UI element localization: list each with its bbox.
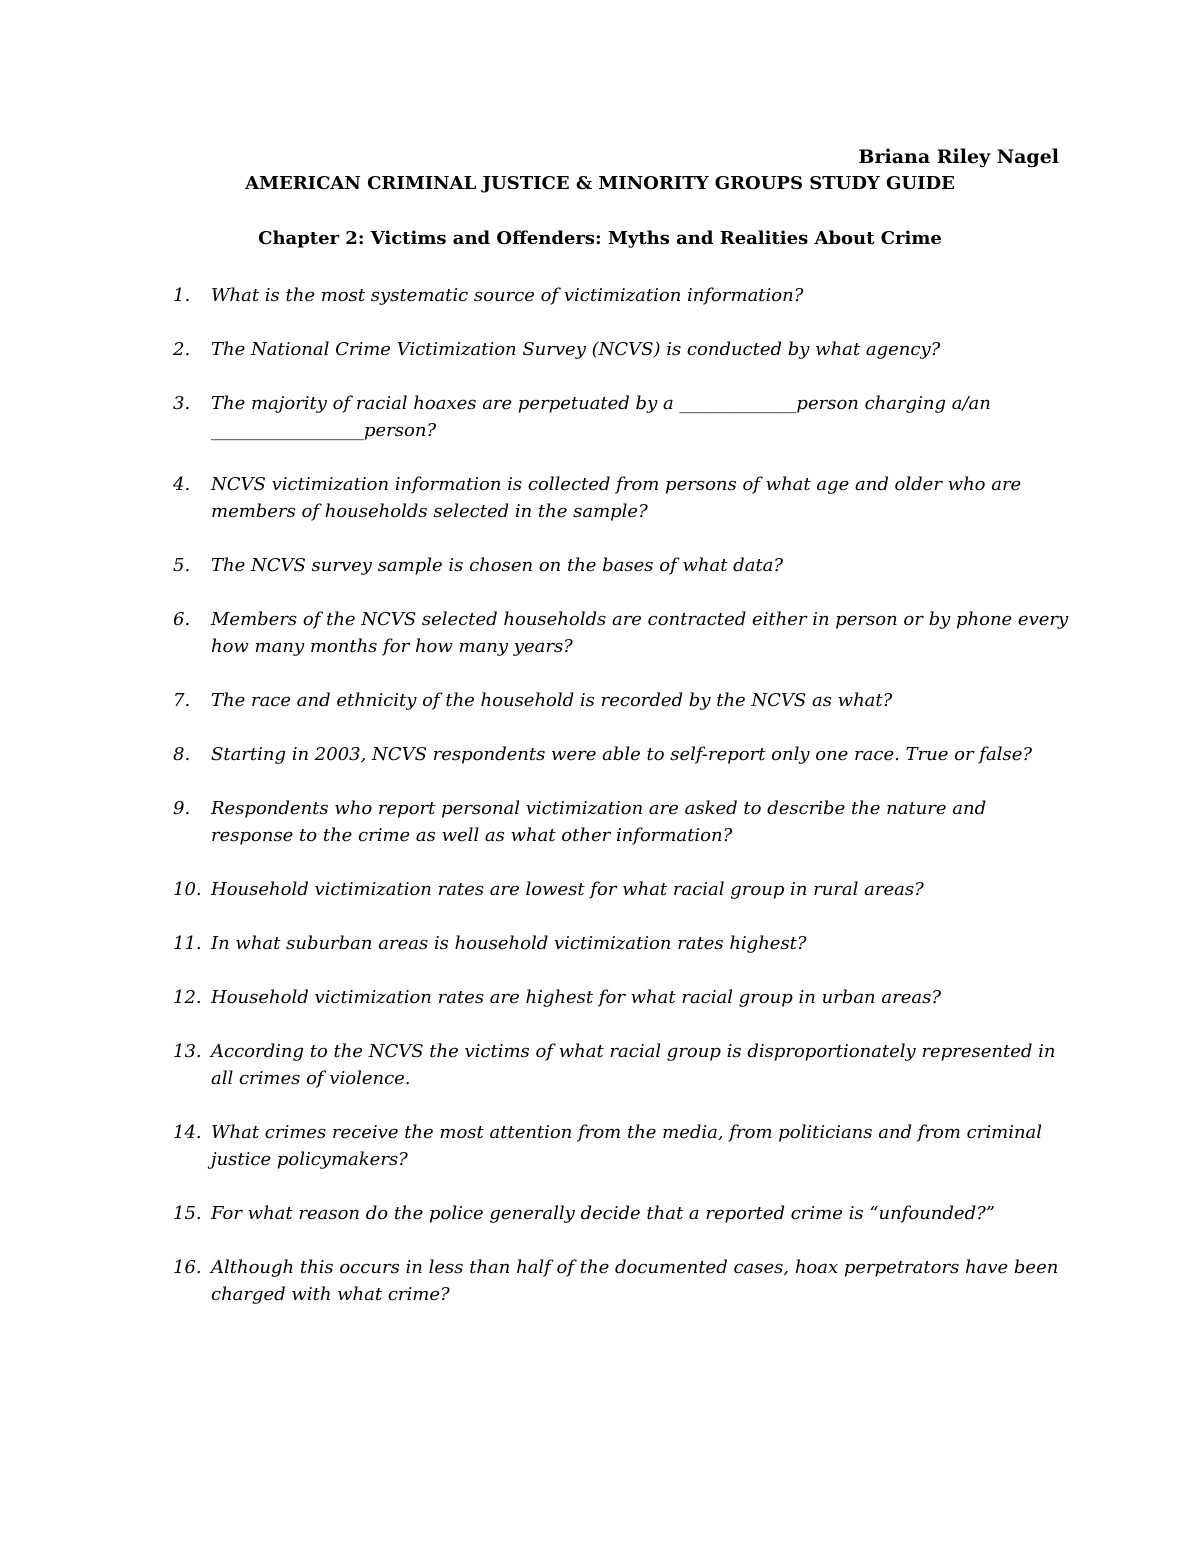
question-number: 8. (173, 744, 191, 765)
question-text: According to the NCVS the victims of what racial group is disproportionately represented in all crimes of violence. (211, 1041, 1056, 1089)
question-number: 16. (173, 1257, 202, 1278)
question-text: Household victimization rates are highest for what racial group in urban areas? (211, 987, 941, 1008)
question-text: The National Crime Victimization Survey (NCVS) is conducted by what agency? (211, 339, 941, 360)
question-number: 4. (173, 474, 191, 495)
question-text: NCVS victimization information is collected from persons of what age and older who are members of households selected in the sample? (211, 474, 1022, 522)
question-text: For what reason do the police generally decide that a reported crime is “unfounded?” (211, 1203, 995, 1224)
question-number: 15. (173, 1203, 202, 1224)
question-text: The NCVS survey sample is chosen on the bases of what data? (211, 555, 784, 576)
question-item (173, 390, 1073, 444)
question-number: 2. (173, 339, 191, 360)
question-text: The race and ethnicity of the household is recorded by the NCVS as what? (211, 690, 893, 711)
question-number: 3. (173, 393, 191, 414)
question-item (173, 741, 1073, 768)
question-item (173, 552, 1073, 579)
question-text: In what suburban areas is household victimization rates highest? (211, 933, 807, 954)
question-item (173, 471, 1073, 525)
question-number: 1. (173, 285, 191, 306)
question-number: 12. (173, 987, 202, 1008)
question-item (173, 336, 1073, 363)
question-item (173, 795, 1073, 849)
question-number: 7. (173, 690, 191, 711)
question-item (173, 1038, 1073, 1092)
question-item (173, 687, 1073, 714)
question-number: 6. (173, 609, 191, 630)
document-title: AMERICAN CRIMINAL JUSTICE & MINORITY GROUPS STUDY GUIDE (245, 173, 955, 194)
question-text: What crimes receive the most attention from the media, from politicians and from criminal justice policymakers? (211, 1122, 1043, 1170)
question-text: Respondents who report personal victimization are asked to describe the nature and response to the crime as well as what other information? (211, 798, 987, 846)
question-number: 14. (173, 1122, 202, 1143)
question-item (173, 1254, 1073, 1308)
question-text: What is the most systematic source of victimization information? (211, 285, 804, 306)
question-number: 5. (173, 555, 191, 576)
question-item (173, 282, 1073, 309)
question-item (173, 930, 1073, 957)
question-text: Members of the NCVS selected households are contracted either in person or by phone every how many months for how many years? (211, 609, 1069, 657)
author-name: Briana Riley Nagel (858, 146, 1059, 168)
question-text: The majority of racial hoaxes are perpetuated by a _____________person charging a/an _________________person? (211, 393, 991, 441)
question-text: Although this occurs in less than half of the documented cases, hoax perpetrators have been charged with what crime? (211, 1257, 1059, 1305)
question-item (173, 876, 1073, 903)
chapter-heading: Chapter 2: Victims and Offenders: Myths and Realities About Crime (258, 228, 942, 249)
question-number: 11. (173, 933, 202, 954)
question-number: 13. (173, 1041, 202, 1062)
question-list (173, 282, 1073, 1335)
question-number: 10. (173, 879, 202, 900)
question-text: Household victimization rates are lowest for what racial group in rural areas? (211, 879, 924, 900)
question-text: Starting in 2003, NCVS respondents were able to self-report only one race. True or false? (211, 744, 1032, 765)
question-number: 9. (173, 798, 191, 819)
question-item (173, 1200, 1073, 1227)
question-item (173, 984, 1073, 1011)
question-item (173, 606, 1073, 660)
question-item (173, 1119, 1073, 1173)
